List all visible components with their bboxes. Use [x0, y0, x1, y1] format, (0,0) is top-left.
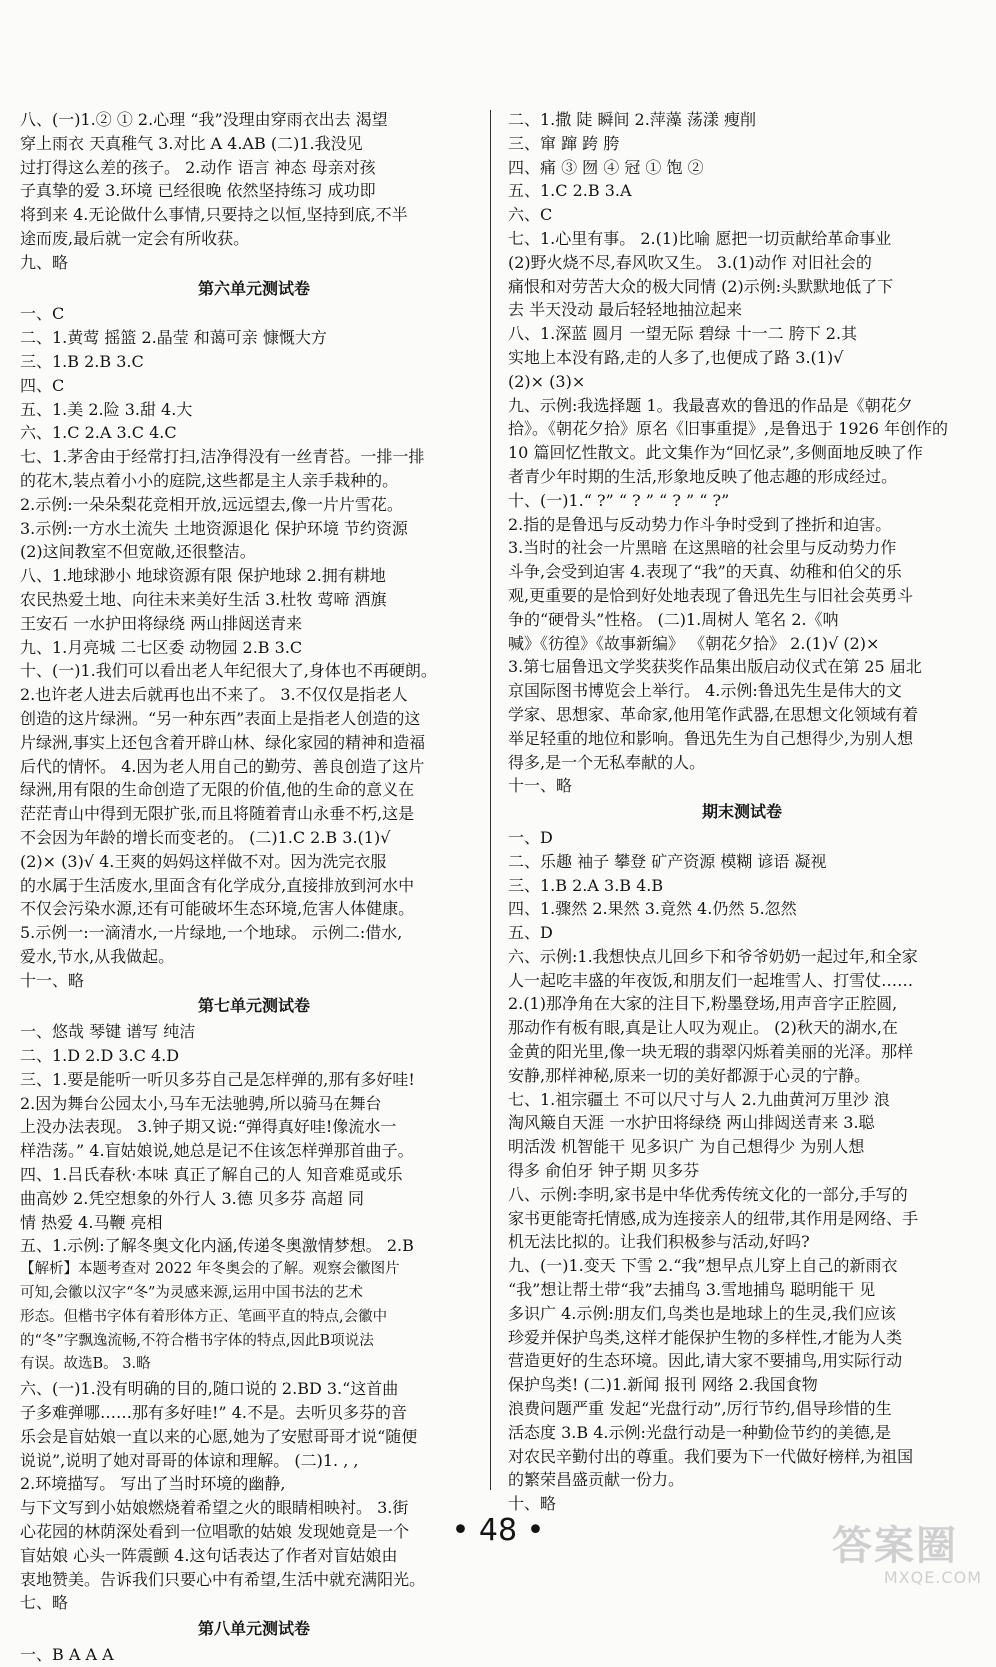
answer-line: 八、示例:李明,家书是中华优秀传统文化的一部分,手写的 [508, 1184, 908, 1204]
answer-line: 痛恨和对劳苦大众的极大同情 (2)示例:头默默地低了下 [508, 276, 894, 296]
answer-line: 四、1.吕氏春秋·本味 真正了解自己的人 知音难觅或乐 [20, 1165, 403, 1185]
answer-line: 多识广 4.示例:朋友们,鸟类也是地球上的生灵,我们应该 [508, 1303, 896, 1323]
answer-line: 绿洲,用有限的生命创造了无限的价值,他的生命的意义在 [20, 780, 415, 800]
answer-line: 对农民辛勤付出的尊重。我们要为下一代做好榜样,为祖国 [508, 1446, 914, 1466]
column-divider [490, 110, 491, 1490]
answer-line: 3.当时的社会一片黑暗 在这黑暗的社会里与反动势力作 [508, 538, 897, 558]
answer-line: 九、示例:我选择题 1。我最喜欢的鲁迅的作品是《朝花夕 [508, 395, 913, 415]
answer-line: 十一、略 [20, 970, 85, 990]
answer-line: 王安石 一水护田将绿绕 两山排闼送青来 [20, 613, 303, 633]
answer-line: 可知,会徽以汉字“冬”为灵感来源,运用中国书法的艺术 [20, 1285, 364, 1302]
answer-line: 后代的情怀。 4.因为老人用自己的勤劳、善良创造了这片 [20, 756, 425, 776]
watermark-text: 答案圈 [832, 1523, 958, 1569]
section-title: 第七单元测试卷 [197, 996, 310, 1016]
answer-line: 喊》《彷徨》《故事新编》 《朝花夕拾》 2.(1)√ (2)× [508, 633, 880, 653]
answer-line: 三、1.B 2.A 3.B 4.B [508, 875, 664, 895]
answer-line: 爱水,节水,从我做起。 [20, 946, 175, 966]
answer-line: 得多 俞伯牙 钟子期 贝多芬 [508, 1161, 700, 1181]
answer-line: 途而废,最后就一定会有所收获。 [20, 228, 250, 248]
answer-line: 情 热爱 4.马鞭 亮相 [20, 1212, 163, 1232]
answer-line: 乐会是盲姑娘一直以来的心愿,她为了安慰哥哥才说“随便 [20, 1426, 418, 1446]
answer-line: 八、1.地球渺小 地球资源有限 保护地球 2.拥有耕地 [20, 566, 386, 586]
answer-line: 活态度 3.B 4.示例:光盘行动是一种勤俭节约的美德,是 [508, 1422, 891, 1442]
answer-line: 八、(一)1.② ① 2.心理 “我”没理由穿雨衣出去 渴望 [20, 110, 388, 129]
answer-line: 珍爱并保护鸟类,这样才能保护生物的多样性,才能为人类 [508, 1327, 903, 1347]
section-title: 第六单元测试卷 [197, 278, 310, 298]
answer-line: 5.示例一:一滴清水,一片绿地,一个地球。 示例二:借水, [20, 923, 403, 943]
answer-line: 十、略 [508, 1494, 557, 1514]
answer-line: 金黄的阳光里,像一块无瑕的翡翠闪烁着美丽的光泽。那样 [508, 1042, 914, 1062]
answer-line: 与下文写到小姑娘燃烧着希望之火的眼睛相映衬。 3.街 [20, 1498, 409, 1518]
answer-line: 的水属于生活废水,里面含有化学成分,直接排放到河水中 [20, 875, 415, 895]
answer-line: 淘风簸自天涯 一水护田将绿绕 两山排闼送青来 3.聪 [508, 1113, 875, 1133]
answer-line: 安静,那样神秘,原来一切的美好都源于心灵的宁静。 [508, 1065, 871, 1085]
answer-line: 农民热爱土地、向往未来美好生活 3.杜牧 莺啼 酒旗 [20, 589, 387, 609]
answer-line: 明活泼 机智能干 见多识广 为自己想得少 为别人想 [508, 1137, 865, 1157]
answer-line: 一、C [20, 304, 65, 324]
answer-line: 八、1.深蓝 圆月 一望无际 碧绿 十一二 胯下 2.其 [508, 324, 858, 344]
answer-line: 七、略 [20, 1593, 69, 1613]
answer-line: 过打得这么差的孩子。 2.动作 语言 神态 母亲对孩 [20, 157, 376, 177]
answer-line: 茫茫青山中得到无限扩张,而且将随着青山永垂不朽,这是 [20, 804, 415, 824]
answer-line: 创造的这片绿洲。“另一种东西”表面上是指老人创造的这 [20, 708, 421, 728]
answer-line: 四、1.骤然 2.果然 3.竟然 4.仍然 5.忽然 [508, 899, 797, 919]
answer-line: 实地上本没有路,走的人多了,也便成了路 3.(1)√ [508, 347, 844, 367]
answer-line: 盲姑娘 心头一阵震颤 4.这句话表达了作者对盲姑娘由 [20, 1545, 398, 1565]
answer-line: 不仅会污染水源,还有可能破坏生态环境,危害人体健康。 [20, 899, 415, 919]
answer-line: 心花园的林荫深处看到一位唱歌的姑娘 发现她竟是一个 [20, 1522, 410, 1542]
answer-line: 四、痛 ③ 囫 ④ 冠 ① 饱 ② [508, 157, 704, 177]
answer-line: 形态。但楷书字体有着形体方正、笔画平直的特点,会徽中 [20, 1308, 388, 1325]
answer-line: 的花木,装点着小小的庭院,这些都是主人亲手栽种的。 [20, 470, 399, 490]
answer-line: 十、(一)1.我们可以看出老人年纪很大了,身体也不再硬朗。 [20, 661, 437, 681]
answer-line: 【解析】本题考查对 2022 年冬奥会的了解。观察会徽图片 [20, 1261, 400, 1278]
answer-line: 穿上雨衣 天真稚气 3.对比 A 4.AB (二)1.我没见 [20, 133, 363, 153]
answer-line: 斗争,会受到迫害 4.表现了“我”的天真、幼稚和伯父的乐 [508, 562, 902, 582]
answer-line: 去 半天没动 最后轻轻地抽泣起来 [508, 300, 743, 320]
answer-line: 七、1.茅舍由于经常打扫,洁净得没有一丝青苔。一排一排 [20, 447, 425, 467]
answer-line: 五、D [508, 923, 553, 943]
answer-line: 3.第七届鲁迅文学奖获奖作品集出版启动仪式在第 25 届北 [508, 657, 922, 677]
answer-line: 3.示例:一方水土流失 土地资源退化 保护环境 节约资源 [20, 518, 408, 538]
answer-line: 京国际图书博览会上举行。 4.示例:鲁迅先生是伟大的文 [508, 681, 902, 701]
answer-line: 那动作有板有眼,真是让人叹为观止。 (2)秋天的湖水,在 [508, 1018, 898, 1038]
answer-line: 机无法比拟的。让我们积极参与活动,好吗? [508, 1232, 810, 1252]
answer-line: 上没办法表现。 3.钟子期又说:“弹得真好哇!像流水一 [20, 1117, 397, 1137]
answer-line: 六、C [508, 205, 553, 225]
answer-line: 二、乐趣 袖子 攀登 矿产资源 模糊 谚语 凝视 [508, 851, 827, 871]
answer-line: 九、(一)1.变天 下雪 2.“我”想早点儿穿上自己的新雨衣 [508, 1256, 898, 1276]
answer-line: 片绿洲,事实上还包含着开辟山林、绿化家园的精神和造福 [20, 732, 426, 752]
answer-line: “我”想让帮土带“我”去捕鸟 3.雪地捕鸟 聪明能干 见 [508, 1280, 876, 1300]
answer-line: 不会因为年龄的增长而变老的。 (二)1.C 2.B 3.(1)√ [20, 827, 391, 847]
answer-line: 争的“硬骨头”性格。 (二)1.周树人 笔名 2.《呐 [508, 609, 839, 629]
answer-line: 二、1.D 2.D 3.C 4.D [20, 1046, 180, 1066]
answer-line: 四、C [20, 375, 65, 395]
answer-line: 观,更重要的是恰到好处地表现了鲁迅先生与旧社会英勇斗 [508, 585, 914, 605]
answer-line: 五、1.美 2.险 3.甜 4.大 [20, 399, 193, 419]
answer-line: (2)× (3)√ 4.王爽的妈妈这样做不对。因为洗完衣服 [20, 851, 387, 871]
answer-line: 人一起吃丰盛的年夜饭,和朋友们一起堆雪人、打雪仗…… [508, 970, 914, 990]
answer-line: 二、1.黄莺 摇篮 2.晶莹 和蔼可亲 慷慨大方 [20, 328, 327, 348]
answer-line: 一、B A A A [20, 1645, 114, 1664]
answer-line: 样浩荡。” 4.盲姑娘说,她总是记不住该怎样弹那首曲子。 [20, 1141, 414, 1161]
answer-line: 九、略 [20, 252, 69, 272]
answer-line: (2)× (3)× [508, 371, 586, 391]
answer-line: 二、1.撒 陡 瞬间 2.萍藻 荡漾 瘦削 [508, 110, 756, 129]
answer-line: 者青少年时期的生活,形象地反映了他志趣的形成经过。 [508, 466, 898, 486]
answer-line: 说说”,说明了她对哥哥的体谅和理解。 (二)1. , , [20, 1450, 359, 1470]
right-column [508, 108, 976, 1516]
answer-line: 举足轻重的地位和影响。鲁迅先生为自己想得少,为别人想 [508, 728, 914, 748]
watermark-url: MXQE.COM [883, 1568, 982, 1587]
answer-line: 三、1.要是能听一听贝多芬自己是怎样弹的,那有多好哇! [20, 1069, 415, 1089]
answer-line: 2.也许老人进去后就再也出不来了。 3.不仅仅是指老人 [20, 685, 408, 705]
answer-line: 营造更好的生态环境。因此,请大家不要捕鸟,用实际行动 [508, 1351, 903, 1371]
answer-line: 学家、思想家、革命家,他用笔作武器,在思想文化领域有着 [508, 704, 919, 724]
section-title: 期末测试卷 [701, 802, 782, 822]
answer-line: 浪费问题严重 发起“光盘行动”,厉行节约,倡导珍惜的生 [508, 1399, 892, 1419]
answer-line: 衷地赞美。告诉我们只要心中有希望,生活中就充满阳光。 [20, 1569, 426, 1589]
answer-line: 三、窜 蹿 跨 胯 [508, 133, 620, 153]
answer-line: 九、1.月亮城 二七区委 动物园 2.B 3.C [20, 637, 303, 657]
answer-line: 五、1.C 2.B 3.A [508, 181, 632, 201]
answer-line: 2.示例:一朵朵梨花竞相开放,远远望去,像一片片雪花。 [20, 494, 403, 514]
answer-line: 拾》。《朝花夕拾》原名《旧事重提》,是鲁迅于 1926 年创作的 [508, 419, 948, 439]
answer-line: 10 篇回忆性散文。此文集作为“回忆录”,多侧面地反映了作 [508, 443, 923, 463]
answer-line: 将到来 4.无论做什么事情,只要持之以恒,坚持到底,不半 [20, 205, 408, 225]
answer-line: 一、悠哉 琴键 谱写 纯洁 [20, 1022, 196, 1042]
answer-line: 十一、略 [508, 776, 573, 796]
answer-line: 曲高妙 2.凭空想象的外行人 3.德 贝多芬 高超 同 [20, 1188, 364, 1208]
page-number: • 48 • [451, 1513, 545, 1548]
answer-line: 有误。故选B。 3.略 [20, 1356, 151, 1373]
answer-line: (2)这间教室不但宽敞,还很整洁。 [20, 542, 256, 562]
answer-line: 一、D [508, 827, 553, 847]
answer-line: 2.指的是鲁迅与反动势力作斗争时受到了挫折和迫害。 [508, 514, 892, 534]
answer-line: 的“冬”字飘逸流畅,不符合楷书字体的特点,因此B项说法 [20, 1332, 374, 1349]
answer-line: 十、(一)1.“ ?” “ ? ” “ ? ” “ ?” [508, 490, 730, 510]
answer-line: 子真挚的爱 3.环境 已经很晚 依然坚持练习 成功即 [20, 181, 376, 201]
answer-line: 2.(1)那净角在大家的注目下,粉墨登场,用声音字正腔圆, [508, 994, 898, 1014]
answer-line: 三、1.B 2.B 3.C [20, 351, 144, 371]
answer-line: 的繁荣昌盛贡献一份力。 [508, 1470, 685, 1490]
answer-line: 六、示例:1.我想快点儿回乡下和爷爷奶奶一起过年,和全家 [508, 946, 918, 966]
answer-line: 保护鸟类! (二)1.新闻 报刊 网络 2.我国食物 [508, 1375, 818, 1395]
answer-line: 六、1.C 2.A 3.C 4.C [20, 423, 177, 443]
left-column [20, 108, 488, 1667]
answer-line: 六、(一)1.没有明确的目的,随口说的 2.BD 3.“这首曲 [20, 1379, 399, 1399]
answer-line: (2)野火烧不尽,春风吹又生。 3.(1)动作 对旧社会的 [508, 252, 872, 272]
watermark-logo [832, 1524, 982, 1586]
answer-line: 七、1.心里有事。 2.(1)比喻 愿把一切贡献给革命事业 [508, 228, 892, 248]
answer-line: 子多难弹哪……那有多好哇!” 4.不是。去听贝多芬的音 [20, 1403, 407, 1423]
answer-line: 2.因为舞台公园太小,马车无法驰骋,所以骑马在舞台 [20, 1093, 382, 1113]
answer-line: 七、1.祖宗疆土 不可以尺寸与人 2.九曲黄河万里沙 浪 [508, 1089, 890, 1109]
answer-line: 得多,是一个无私奉献的人。 [508, 752, 706, 772]
section-title: 第八单元测试卷 [197, 1619, 310, 1639]
answer-line: 五、1.示例:了解冬奥文化内涵,传递冬奥激情梦想。 2.B [20, 1236, 414, 1256]
answer-line: 家书更能寄托情感,成为连接亲人的纽带,其作用是网络、手 [508, 1208, 919, 1228]
answer-line: 2.环境描写。 写出了当时环境的幽静, [20, 1474, 286, 1494]
